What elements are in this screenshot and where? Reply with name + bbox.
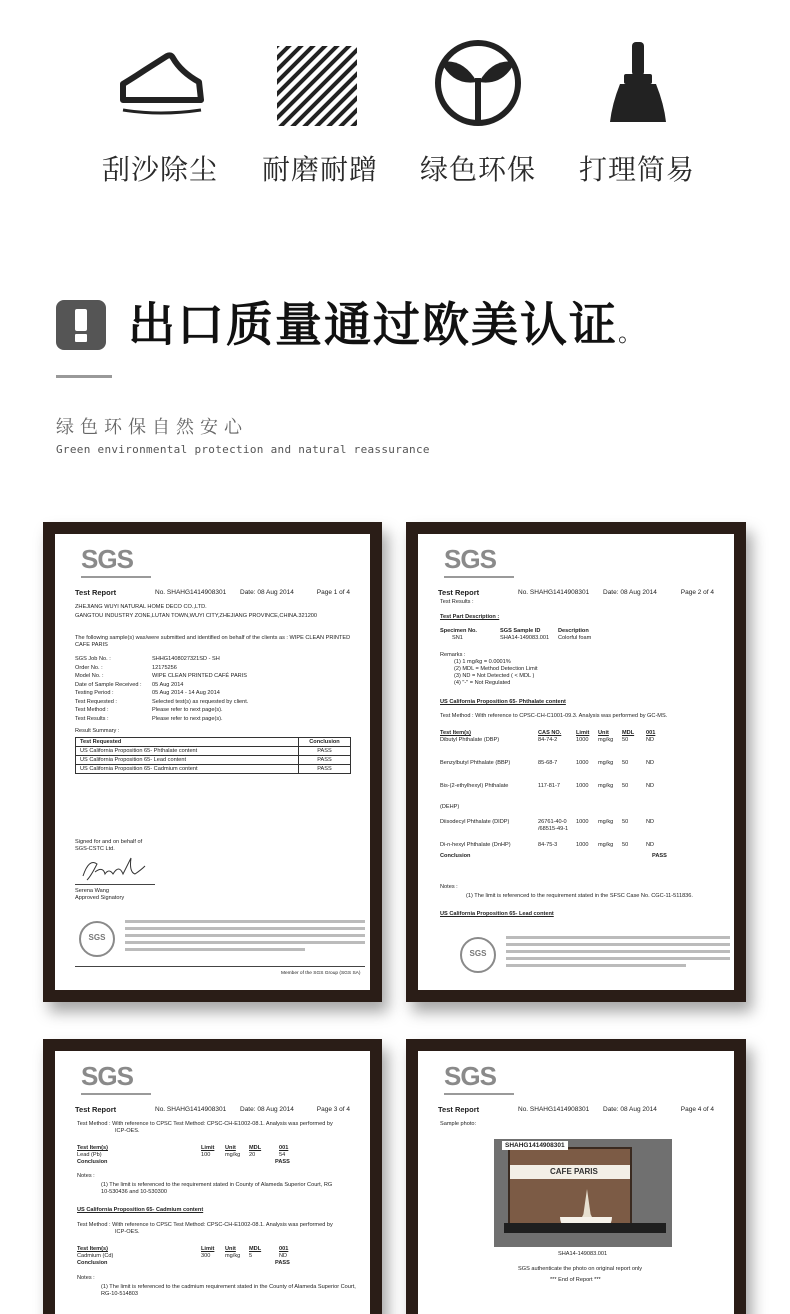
sgs-seal [460, 937, 496, 973]
sgs-logo: SGS [444, 544, 496, 574]
intro: The following sample(s) was/were submitted and identified on behalf of the clients as : WIPE CLEAN PRINTED [75, 635, 351, 641]
certificate-page-3[interactable] [43, 1039, 382, 1314]
cell: 50 [622, 842, 629, 848]
cell: PASS [299, 765, 351, 774]
sgs-logo: SGS [444, 1061, 496, 1091]
section-heading [56, 296, 756, 356]
cell: 20 [249, 1152, 256, 1158]
cell: 300 [201, 1253, 211, 1259]
field-value: Please refer to next page(s). [152, 707, 223, 713]
fine-print [506, 936, 730, 939]
cell: US California Proposition 65- Cadmium content [76, 765, 299, 774]
fine-print [125, 941, 365, 944]
report-header [438, 1105, 714, 1114]
report-title: Test Report [75, 1105, 117, 1114]
cell: 1000 [576, 819, 589, 825]
page-number: Page 4 of 4 [680, 1106, 714, 1113]
fine-print [125, 934, 365, 937]
fine-print [125, 948, 305, 951]
pass: PASS [275, 1260, 290, 1266]
table-header [76, 738, 351, 747]
column-header: Unit [598, 730, 609, 736]
field-label: Test Method : [75, 707, 109, 713]
report-title: Test Report [75, 588, 117, 597]
col-mdl: MDL [249, 1145, 262, 1151]
feature-label: 打理简易 [578, 153, 695, 186]
report-header [75, 1105, 350, 1114]
test-results: Test Results : [440, 599, 474, 605]
field-label: Order No. : [75, 664, 103, 671]
signer: Serena Wang [75, 888, 109, 894]
report-title: Test Report [438, 588, 480, 597]
cell: mg/kg [225, 1253, 241, 1259]
fine-print [506, 943, 730, 946]
cadmium-heading: US California Proposition 65- Cadmium content [77, 1207, 204, 1213]
field-value: 12175256 [152, 664, 177, 671]
page-number: Page 1 of 4 [316, 589, 350, 596]
broom-icon [592, 38, 682, 128]
cell: 117-81-7 [538, 783, 560, 789]
note: (1) The limit is referenced to the requirement stated in County of Alameda Superior Court, RG [101, 1182, 333, 1188]
seal-text: SGS [88, 933, 106, 942]
col-unit: Unit [225, 1246, 236, 1252]
col-item: Test Item(s) [77, 1145, 108, 1151]
pass: PASS [275, 1159, 290, 1165]
title-light: 出口质量 [128, 298, 324, 353]
table-row: Dibutyl Phthalate (DBP) [440, 737, 500, 743]
conclusion: Conclusion [77, 1260, 108, 1266]
report-date: Date: 08 Aug 2014 [240, 1106, 294, 1113]
cell: mg/kg [598, 842, 614, 848]
cell: PASS [299, 747, 351, 756]
table-row [76, 756, 351, 765]
spec-col: Description [558, 628, 589, 634]
remark: (2) MDL = Method Detection Limit [454, 666, 538, 672]
note: 10-530436 and 10-530300 [101, 1189, 167, 1195]
report-no: No. SHAHG1414908301 [518, 1106, 590, 1113]
cell: 84-74-2 [538, 737, 558, 743]
table-row: Benzylbutyl Phthalate (BBP) [440, 760, 511, 766]
remark: (4) "-" = Not Regulated [454, 680, 511, 686]
spec-col: SGS Sample ID [500, 628, 541, 634]
col-item: Test Item(s) [77, 1246, 108, 1252]
spec-col: Specimen No. [440, 628, 477, 634]
subtitle-cn: 绿色环保自然安心 [56, 417, 248, 438]
end-of-report: *** End of Report *** [550, 1277, 601, 1283]
column-header: Conclusion [299, 738, 351, 747]
report-header [75, 588, 350, 597]
column-header: MDL [622, 730, 635, 736]
cell: 50 [622, 819, 629, 825]
fine-print [125, 927, 365, 930]
cell: mg/kg [598, 783, 614, 789]
footer-rule [75, 966, 365, 967]
signature-line [75, 884, 155, 885]
cell: Lead (Pb) [77, 1152, 102, 1158]
result-summary: Result Summary : [75, 728, 120, 734]
sample-label: SHAHG1414908301 [502, 1141, 568, 1150]
notes: Notes : [77, 1173, 95, 1179]
sample-photo-label: Sample photo: [440, 1121, 477, 1127]
col-001: 001 [279, 1246, 289, 1252]
cell: mg/kg [225, 1152, 241, 1158]
notes: Notes : [77, 1275, 95, 1281]
cell: 50 [622, 760, 629, 766]
fine-print [506, 957, 730, 960]
conclusion: Conclusion [77, 1159, 108, 1165]
column-header: Test Requested [76, 738, 299, 747]
remark: (1) 1 mg/kg = 0.0001% [454, 659, 511, 665]
page-title [128, 296, 644, 363]
col-unit: Unit [225, 1145, 236, 1151]
cell: 1000 [576, 783, 589, 789]
field-label: Test Results : [75, 715, 109, 722]
cell: Cadmium (Cd) [77, 1253, 114, 1259]
signer-title: Approved Signatory [75, 895, 125, 901]
column-header: CAS NO. [538, 730, 562, 736]
certificate-paper [418, 534, 734, 990]
certificate-paper [55, 1051, 370, 1314]
ruler-bar [504, 1223, 666, 1233]
authenticate-note: SGS authenticate the photo on original report only [518, 1266, 643, 1272]
address: GANGTOU INDUSTRY ZONE,LUTAN TOWN,WUYI CITY,ZHEJIANG PROVINCE,CHINA.321200 [75, 613, 318, 619]
table-row: Di-n-hexyl Phthalate (DnHP) [440, 842, 511, 848]
table-row: Bis-(2-ethylhexyl) Phthalate [440, 783, 509, 789]
spec-val: SHA14-149083.001 [500, 635, 550, 641]
cell: 26761-40-0 [538, 819, 567, 825]
cell: ND [646, 737, 655, 743]
field-label: Testing Period : [75, 690, 114, 696]
cell: 1000 [576, 737, 589, 743]
sample-photo [494, 1139, 672, 1247]
logo-underline [81, 1093, 151, 1095]
report-header [438, 588, 714, 597]
table-row [76, 765, 351, 774]
test-method: Test Method : With reference to CPSC-CH-C1001-09.3. Analysis was performed by GC-MS. [440, 713, 668, 719]
report-date: Date: 08 Aug 2014 [603, 589, 657, 596]
signed-for: Signed for and on behalf of [75, 839, 143, 845]
company: ZHEJIANG WUYI NATURAL HOME DECO CO.,LTD. [75, 604, 207, 610]
cell: 100 [201, 1152, 211, 1158]
feature-label: 刮沙除尘 [101, 153, 218, 186]
certificate-paper [55, 534, 370, 990]
photo-caption: SHA14-149083.001 [558, 1251, 608, 1257]
conclusion: Conclusion [440, 853, 471, 859]
test-method: ICP-OES. [115, 1229, 140, 1235]
test-method: Test Method : With reference to CPSC Test Method: CPSC-CH-E1002-08.1. Analysis was performed by [77, 1121, 333, 1127]
mat-image [508, 1147, 632, 1227]
dehp: (DEHP) [440, 804, 460, 810]
signed-company: SGS-CSTC Ltd. [75, 846, 115, 852]
cell: mg/kg [598, 760, 614, 766]
sgs-logo: SGS [81, 544, 133, 574]
certificate-page-1[interactable] [43, 522, 382, 1002]
remarks: Remarks : [440, 652, 466, 658]
cell: 54 [279, 1152, 286, 1158]
column-header: Limit [576, 730, 590, 736]
cell: ND [646, 819, 655, 825]
col-limit: Limit [201, 1246, 215, 1252]
test-method: ICP-OES. [115, 1128, 140, 1134]
feature-row [0, 38, 790, 188]
cell: ND [646, 842, 655, 848]
report-date: Date: 08 Aug 2014 [603, 1106, 657, 1113]
sgs-seal [79, 921, 115, 957]
cell: ND [279, 1253, 288, 1259]
field-label: Test Requested : [75, 698, 117, 705]
cas-extra: /68515-49-1 [538, 826, 569, 832]
result-table [75, 737, 351, 774]
note: (1) The limit is referenced to the cadmium requirement stated in the County of Alameda Superior Court, [101, 1284, 356, 1290]
field-label: Date of Sample Received : [75, 681, 142, 688]
logo-underline [81, 576, 151, 578]
spec-val: Colorful foam [558, 635, 592, 641]
cell: 85-68-7 [538, 760, 558, 766]
certificate-paper [418, 1051, 734, 1314]
cell: 50 [622, 783, 629, 789]
field-value: 05 Aug 2014 - 14 Aug 2014 [152, 690, 220, 696]
test-method: Test Method : With reference to CPSC Test Method: CPSC-CH-E1002-08.1. Analysis was performed by [77, 1222, 333, 1228]
title-bold: 通过欧美认证 [324, 298, 618, 353]
cell: 50 [622, 737, 629, 743]
prop-heading: US California Proposition 65- Phthalate content [440, 699, 566, 705]
shoe-icon [115, 38, 205, 128]
cell: US California Proposition 65- Phthalate content [76, 747, 299, 756]
mat-text: CAFE PARIS [550, 1167, 598, 1176]
cell: ND [646, 760, 655, 766]
report-no: No. SHAHG1414908301 [155, 1106, 227, 1113]
report-no: No. SHAHG1414908301 [155, 589, 227, 596]
report-no: No. SHAHG1414908301 [518, 589, 590, 596]
feature-label: 耐磨耐蹭 [261, 153, 378, 186]
col-limit: Limit [201, 1145, 215, 1151]
column-header: 001 [646, 730, 656, 736]
certificate-page-2[interactable] [406, 522, 746, 1002]
cell: mg/kg [598, 819, 614, 825]
certificate-page-4[interactable] [406, 1039, 746, 1314]
subtitle-en: Green environmental protection and natural reassurance [56, 443, 430, 456]
logo-underline [444, 1093, 514, 1095]
field-label: Model No. : [75, 673, 104, 679]
notes: Notes : [440, 884, 458, 890]
remark: (3) ND = Not Detected ( < MDL ) [454, 673, 535, 679]
title-end: 。 [618, 319, 644, 347]
signature [79, 854, 149, 884]
fine-print [125, 920, 365, 923]
stripes-icon [275, 38, 365, 128]
field-label: SGS Job No. : [75, 656, 111, 662]
table-row [76, 747, 351, 756]
spec-val: SN1 [452, 635, 463, 641]
cell: ND [646, 783, 655, 789]
fine-print [506, 950, 730, 953]
part-description: Test Part Description : [440, 614, 500, 620]
pass: PASS [652, 853, 667, 859]
table-row: Diisodecyl Phthalate (DIDP) [440, 819, 510, 825]
field-value: 05 Aug 2014 [152, 681, 184, 688]
seal-text: SGS [469, 949, 487, 958]
member-note: Member of the SGS Group (SGS SA) [281, 971, 361, 976]
sprout-icon [433, 38, 523, 128]
cell: 1000 [576, 842, 589, 848]
field-value: SHHG1408027321SD - SH [152, 656, 220, 662]
cell: 1000 [576, 760, 589, 766]
page-number: Page 3 of 4 [316, 1106, 350, 1113]
report-title: Test Report [438, 1105, 480, 1114]
col-mdl: MDL [249, 1246, 262, 1252]
cell: 5 [249, 1253, 253, 1259]
page-number: Page 2 of 4 [680, 589, 714, 596]
cell: PASS [299, 756, 351, 765]
note: (1) The limit is referenced to the requirement stated in the SFSC Case No. CGC-11-511836. [466, 893, 693, 899]
column-header: Test Item(s) [440, 730, 471, 736]
divider [56, 375, 112, 378]
feature-label: 绿色环保 [419, 153, 536, 186]
cell: mg/kg [598, 737, 614, 743]
cell: US California Proposition 65- Lead content [76, 756, 299, 765]
logo-underline [444, 576, 514, 578]
report-date: Date: 08 Aug 2014 [240, 589, 294, 596]
cell: 84-75-3 [538, 842, 558, 848]
field-value: Please refer to next page(s). [152, 715, 223, 722]
exclamation-icon [56, 300, 106, 350]
field-value: WIPE CLEAN PRINTED CAFÉ PARIS [152, 673, 248, 679]
fine-print [506, 964, 686, 967]
lead-heading: US California Proposition 65- Lead content [440, 911, 554, 917]
note: RG-10-514803 [101, 1291, 139, 1297]
intro: CAFE PARIS [75, 642, 108, 648]
field-value: Selected test(s) as requested by client. [152, 698, 249, 705]
col-001: 001 [279, 1145, 289, 1151]
sgs-logo: SGS [81, 1061, 133, 1091]
